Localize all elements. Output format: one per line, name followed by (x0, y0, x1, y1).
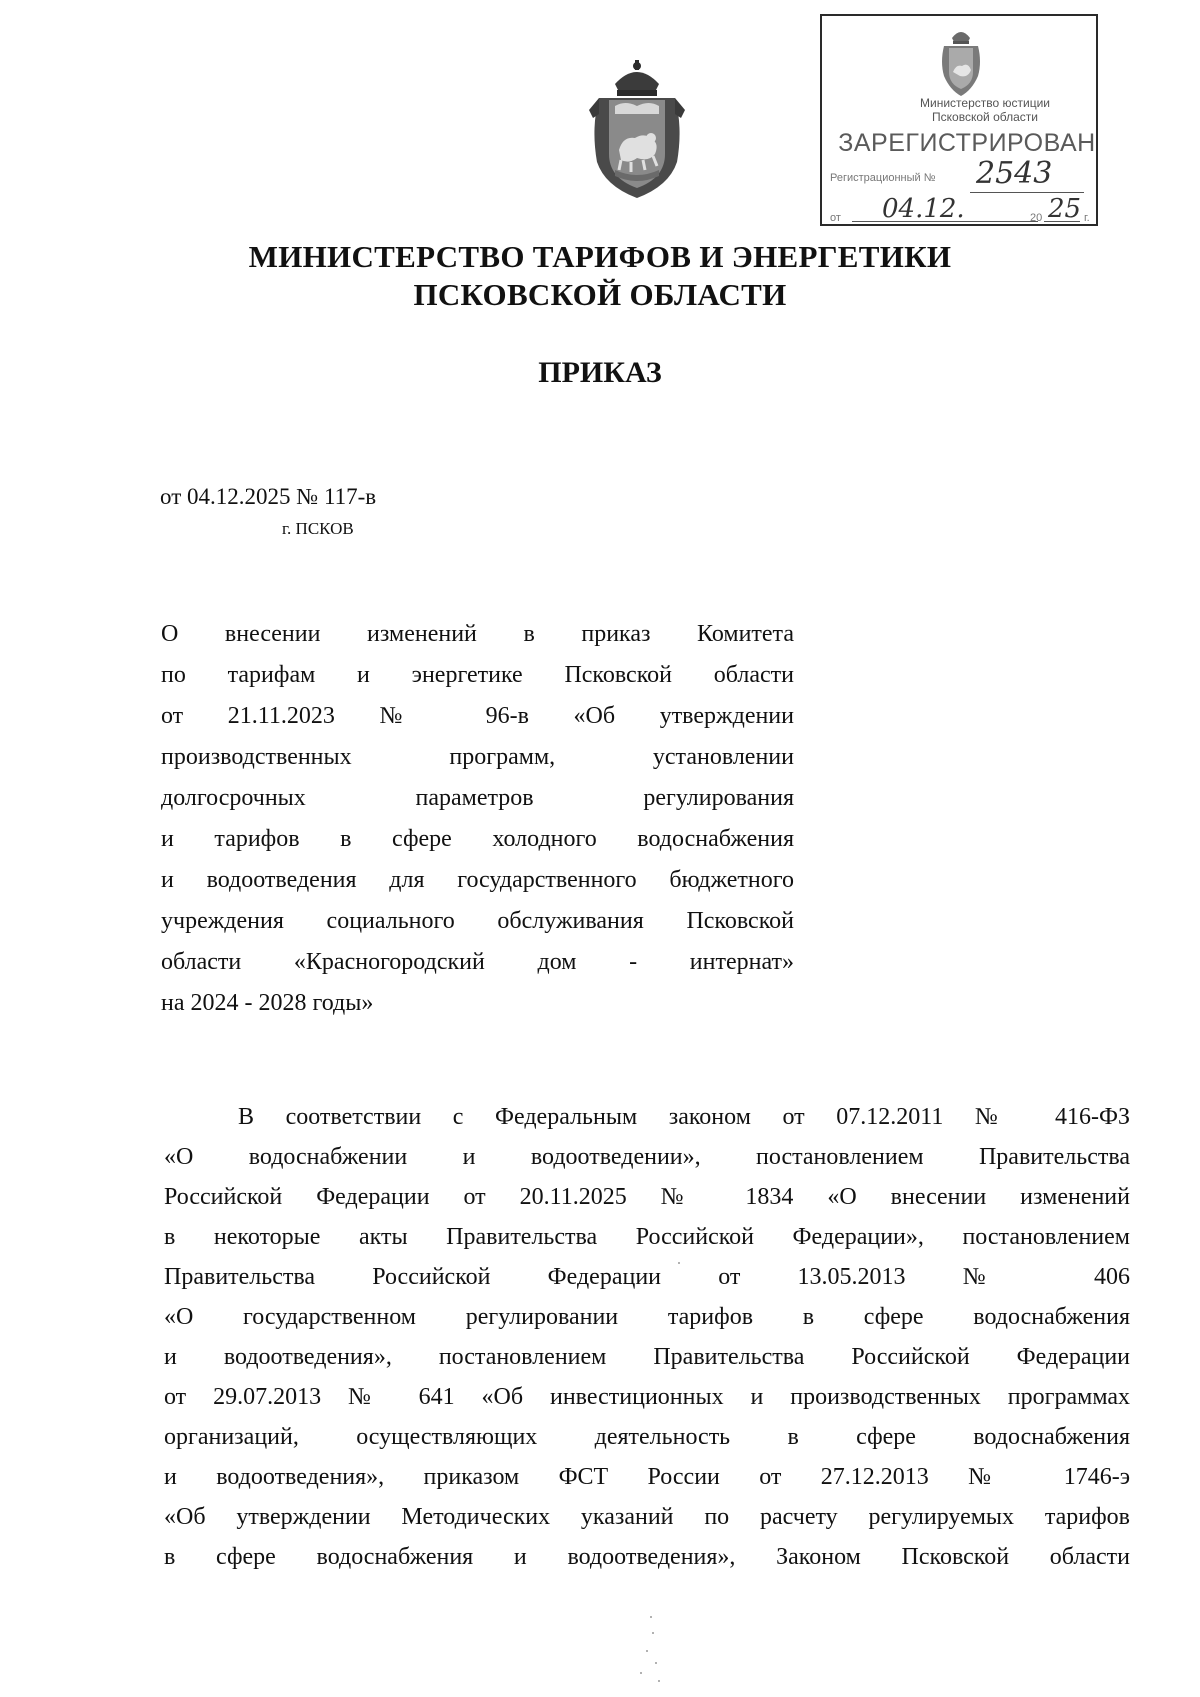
subject-line: и водоотведения для государственного бюджетного (161, 867, 794, 893)
ministry-title-line1: МИНИСТЕРСТВО ТАРИФОВ И ЭНЕРГЕТИКИ (248, 239, 952, 274)
body-line: в сфере водоснабжения и водоотведения», Законом Псковской области (164, 1544, 1130, 1570)
body-line: «О водоснабжении и водоотведении», постановлением Правительства (164, 1144, 1130, 1170)
body-line: «О государственном регулировании тарифов в сфере водоснабжения (164, 1304, 1130, 1330)
coat-of-arms-emblem (585, 58, 689, 200)
scan-speck (655, 1662, 657, 1664)
body-line: Российской Федерации от 20.11.2025 № 1834 «О внесении изменений (164, 1184, 1130, 1210)
subject-line: по тарифам и энергетике Псковской области (161, 662, 794, 688)
subject-line: области «Красногородский дом - интернат» (161, 949, 794, 975)
ministry-title (180, 238, 1020, 314)
scan-speck (678, 1262, 680, 1264)
body-line: В соответствии с Федеральным законом от 07.12.2011 № 416-ФЗ (238, 1104, 1130, 1130)
stamp-org-line1: Министерство юстиции (920, 96, 1050, 110)
subject-line: на 2024 - 2028 годы» (161, 990, 374, 1016)
order-date-number: от 04.12.2025 № 117-в (160, 484, 377, 509)
stamp-year-prefix: 20 (1030, 212, 1043, 224)
subject-line: учреждения социального обслуживания Псковской (161, 908, 794, 934)
order-subject (161, 614, 794, 1024)
scan-speck (646, 1650, 648, 1652)
body-line: Правительства Российской Федерации от 13.05.2013 № 406 (164, 1264, 1130, 1290)
order-preamble-paragraph (164, 1097, 1130, 1577)
stamp-coat-of-arms-icon (938, 26, 984, 98)
stamp-reg-number: 2543 (976, 156, 1053, 191)
scan-speck (658, 1680, 660, 1682)
scan-speck (640, 1672, 642, 1674)
scan-speck (650, 1616, 652, 1618)
subject-line: от 21.11.2023 № 96-в «Об утверждении (161, 703, 794, 729)
body-line: «Об утверждении Методических указаний по расчету регулируемых тарифов (164, 1504, 1130, 1530)
document-type-heading: ПРИКАЗ (538, 356, 662, 389)
stamp-date-handwritten: 04.12. (882, 194, 965, 224)
stamp-date-underline (852, 221, 1038, 222)
stamp-year-handwritten: 25 (1048, 194, 1082, 224)
stamp-year-underline (1044, 221, 1080, 222)
body-line: и водоотведения», приказом ФСТ России от 27.12.2013 № 1746-э (164, 1464, 1130, 1490)
subject-line: долгосрочных параметров регулирования (161, 785, 794, 811)
body-line: и водоотведения», постановлением Правительства Российской Федерации (164, 1344, 1130, 1370)
body-line: организаций, осуществляющих деятельность в сфере водоснабжения (164, 1424, 1130, 1450)
stamp-reg-underline (970, 192, 1084, 193)
scan-speck (652, 1632, 654, 1634)
stamp-reg-label: Регистрационный № (830, 172, 936, 184)
body-line: от 29.07.2013 № 641 «Об инвестиционных и производственных программах (164, 1384, 1130, 1410)
registration-stamp (820, 14, 1098, 226)
subject-line: О внесении изменений в приказ Комитета (161, 621, 794, 647)
order-city: г. ПСКОВ (282, 519, 354, 538)
stamp-date-prefix: от (830, 212, 841, 224)
ministry-title-line2: ПСКОВСКОЙ ОБЛАСТИ (413, 277, 787, 312)
subject-line: производственных программ, установлении (161, 744, 794, 770)
stamp-year-suffix: г. (1084, 212, 1090, 224)
subject-line: и тарифов в сфере холодного водоснабжения (161, 826, 794, 852)
stamp-status: ЗАРЕГИСТРИРОВАН (838, 129, 1096, 157)
body-line: в некоторые акты Правительства Российской Федерации», постановлением (164, 1224, 1130, 1250)
stamp-org-line2: Псковской области (932, 110, 1038, 124)
